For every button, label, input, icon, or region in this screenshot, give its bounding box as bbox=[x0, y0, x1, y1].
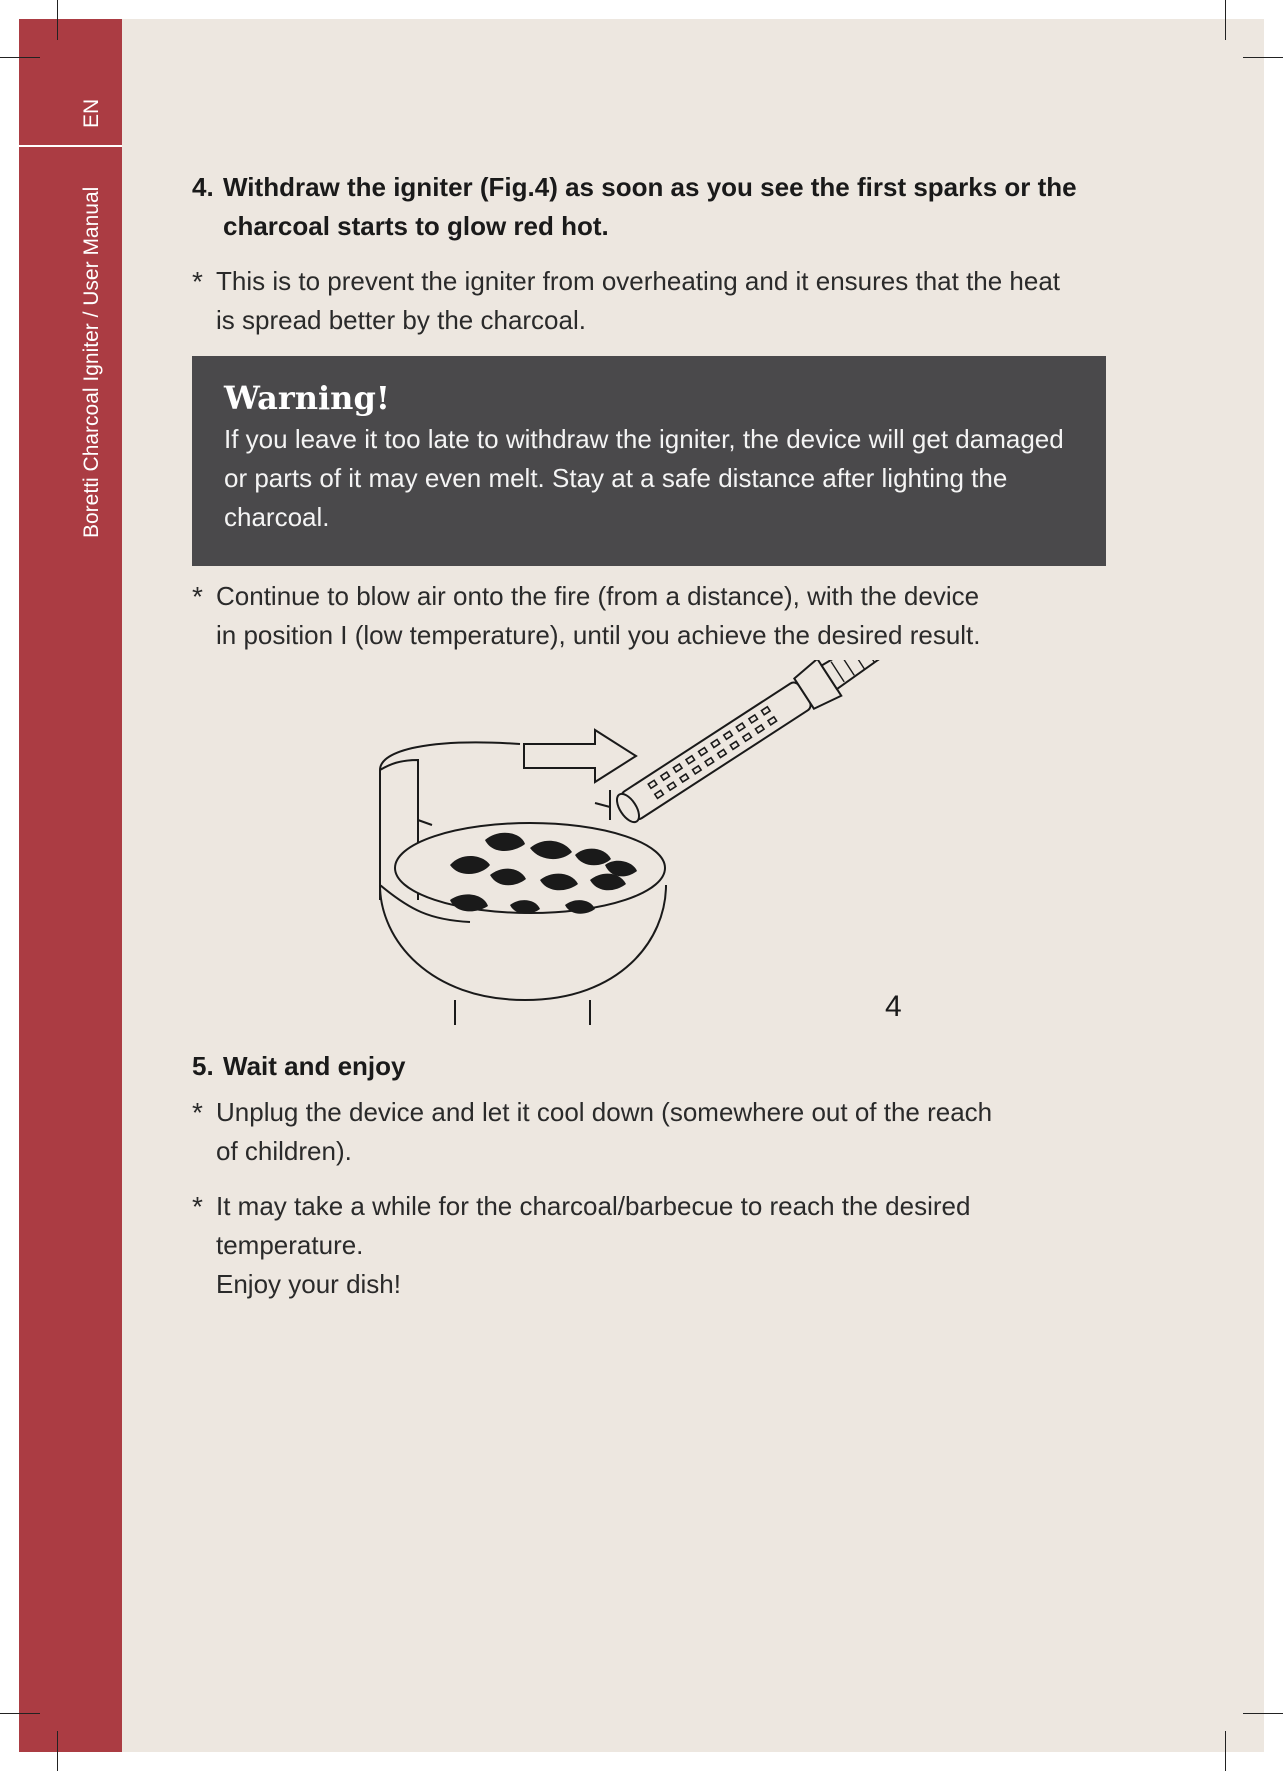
bullet-text-line: It may take a while for the charcoal/barbecue to reach the desired bbox=[216, 1191, 971, 1221]
bullet-star: * bbox=[192, 1191, 203, 1222]
bullet-text-line: in position I (low temperature), until you achieve the desired result. bbox=[216, 620, 981, 650]
crop-mark bbox=[1225, 1731, 1226, 1771]
bullet-star: * bbox=[192, 581, 203, 612]
bullet-star: * bbox=[192, 1097, 203, 1128]
language-label: EN bbox=[80, 98, 103, 128]
bullet-text-line: Unplug the device and let it cool down (somewhere out of the reach bbox=[216, 1097, 993, 1127]
crop-mark bbox=[0, 1713, 40, 1714]
crop-mark bbox=[1225, 0, 1226, 40]
bullet-item bbox=[192, 1187, 970, 1304]
step-heading-line: Wait and enjoy bbox=[223, 1051, 406, 1081]
bullet-star: * bbox=[192, 266, 203, 297]
warning-line: charcoal. bbox=[224, 502, 330, 532]
crop-mark bbox=[57, 0, 58, 40]
crop-mark bbox=[57, 1731, 58, 1771]
document-title: Boretti Charcoal Igniter / User Manual bbox=[80, 186, 103, 538]
sidebar-divider bbox=[19, 145, 122, 147]
crop-mark bbox=[1243, 57, 1283, 58]
bullet-text-line: This is to prevent the igniter from overheating and it ensures that the heat bbox=[216, 266, 1061, 296]
bullet-text-line: Enjoy your dish! bbox=[216, 1269, 401, 1299]
step-5-heading bbox=[192, 1047, 406, 1086]
bullet-item bbox=[192, 1093, 992, 1171]
warning-body bbox=[224, 420, 1074, 537]
warning-box bbox=[192, 356, 1106, 566]
bullet-item bbox=[192, 577, 981, 655]
warning-line: or parts of it may even melt. Stay at a safe distance after lighting the bbox=[224, 463, 1008, 493]
step-heading-line: Withdraw the igniter (Fig.4) as soon as you see the first sparks or the bbox=[223, 172, 1077, 202]
step-number: 4. bbox=[192, 172, 214, 202]
bullet-item bbox=[192, 262, 1060, 340]
crop-mark bbox=[1243, 1713, 1283, 1714]
bullet-text-line: Continue to blow air onto the fire (from a distance), with the device bbox=[216, 581, 980, 611]
bullet-text-line: is spread better by the charcoal. bbox=[216, 305, 586, 335]
sidebar-band bbox=[19, 19, 122, 1752]
figure-number: 4 bbox=[885, 990, 902, 1023]
step-heading-line: charcoal starts to glow red hot. bbox=[223, 211, 609, 241]
crop-mark bbox=[0, 57, 40, 58]
warning-line: If you leave it too late to withdraw the igniter, the device will get damaged bbox=[224, 424, 1064, 454]
bullet-text-line: of children). bbox=[216, 1136, 352, 1166]
charcoal-igniter-illustration bbox=[370, 660, 930, 1030]
bullet-text-line: temperature. bbox=[216, 1230, 364, 1260]
warning-title: Warning! bbox=[224, 379, 390, 417]
step-4-heading bbox=[192, 168, 1077, 246]
step-number: 5. bbox=[192, 1051, 214, 1081]
